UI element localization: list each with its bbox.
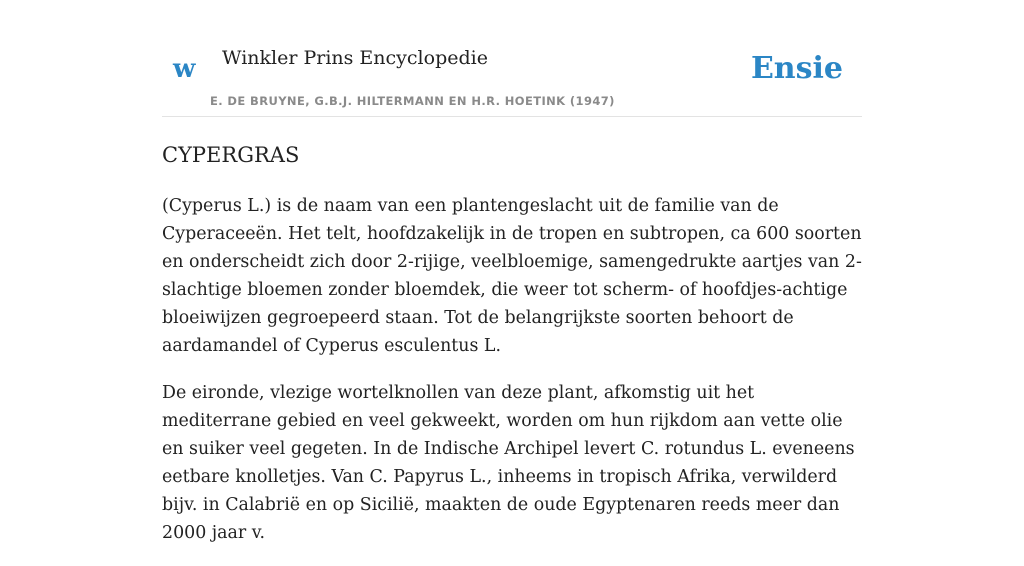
ensie-brand-logo[interactable]: Ensie <box>750 51 843 86</box>
article-paragraph-1: (Cyperus L.) is de naam van een plantengeslacht uit de familie van de Cyperaceeën. Het telt, hoofdzakelijk in de tropen en subtropen, ca 600 soorten en onderscheidt zich door 2-rijige, veelbloemige, samengedrukte aartjes van 2-slachtige bloemen zonder bloemdek, die weer tot scherm- of hoofdjes-achtige bloeiwijzen gegroepeerd staan. Tot de belangrijkste soorten behoort de aardamandel of Cyperus esculentus L. <box>162 196 862 356</box>
site-title-link[interactable]: Winkler Prins Encyclopedie <box>222 47 488 69</box>
byline: E. DE BRUYNE, G.B.J. HILTERMANN EN H.R. HOETINK (1947) <box>210 94 615 108</box>
article-paragraph-2: De eironde, vlezige wortelknollen van deze plant, afkomstig uit het mediterrane gebied en veel gekweekt, worden om hun rijkdom aan vette olie en suiker veel gegeten. In de Indische Archipel levert C. rotundus L. eveneens eetbare knolletjes. Van C. Papyrus L., inheems in tropisch Afrika, verwilderd bijv. in Calabrië en op Sicilië, maakten de oude Egyptenaren reeds meer dan 2000 jaar v. <box>162 383 855 543</box>
article-body <box>162 192 862 566</box>
winkler-prins-logo[interactable]: w <box>173 54 196 84</box>
article-title: CYPERGRAS <box>162 143 300 167</box>
page <box>162 0 862 543</box>
site-header <box>162 0 862 117</box>
